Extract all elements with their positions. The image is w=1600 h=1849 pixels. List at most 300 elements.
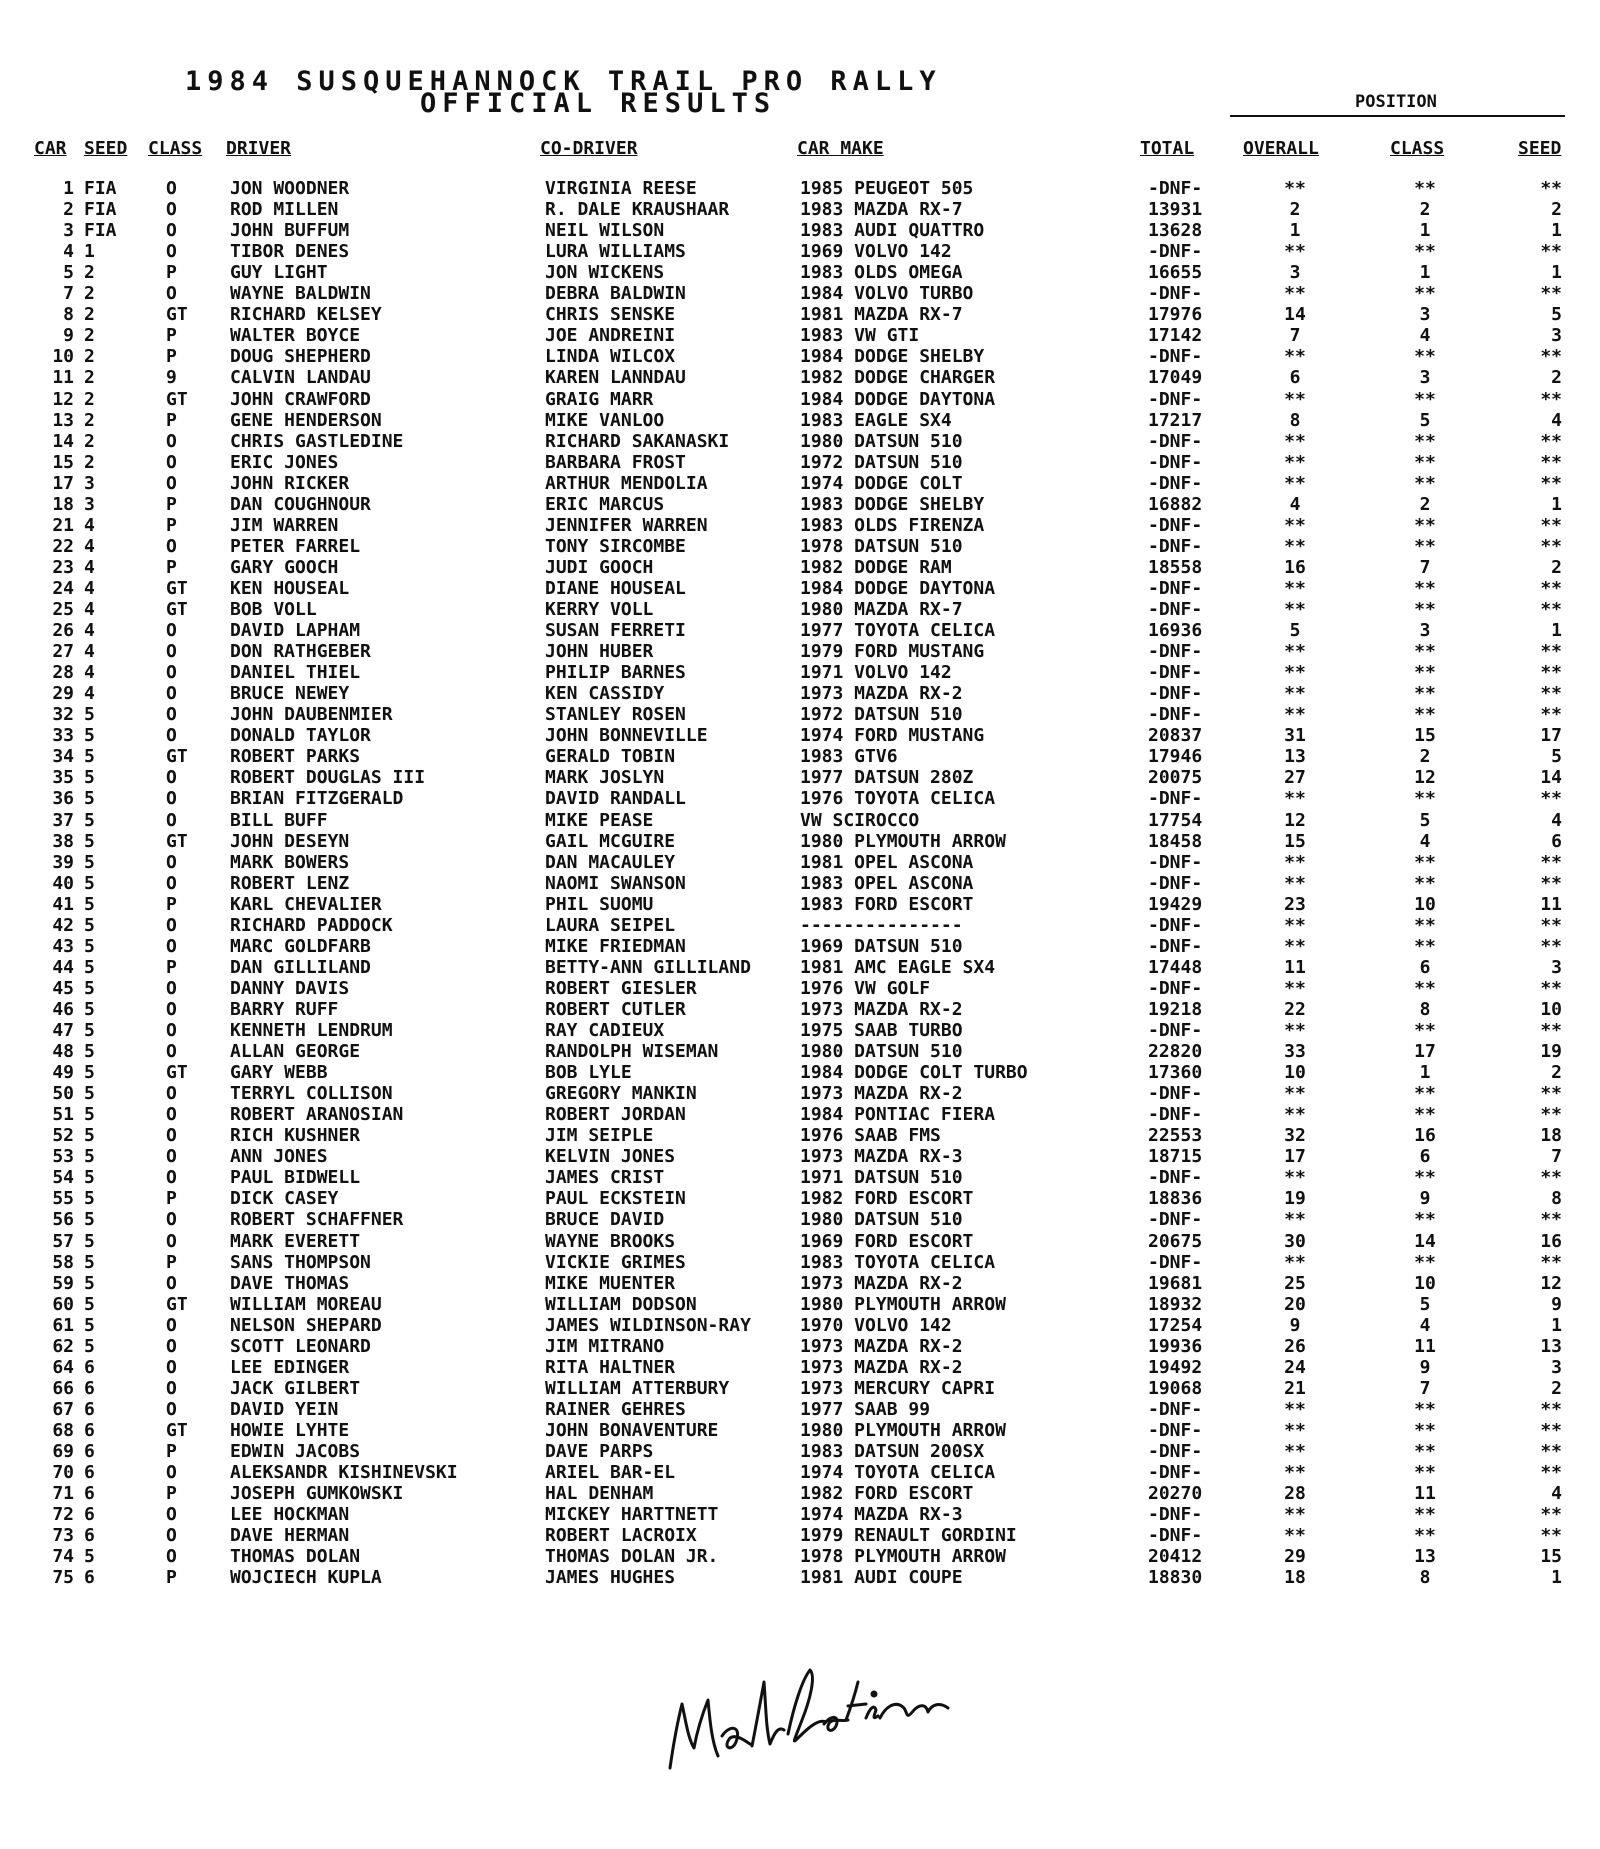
cell-class: P xyxy=(166,1567,177,1589)
table-row xyxy=(0,641,1600,663)
cell-position-seed: ** xyxy=(1540,1419,1562,1441)
cell-car-make: 1983 AUDI QUATTRO xyxy=(800,220,985,242)
cell-class: O xyxy=(166,472,177,494)
cell-total: -DNF- xyxy=(1148,1419,1203,1441)
cell-class: O xyxy=(166,199,177,221)
cell-overall: ** xyxy=(1284,683,1306,705)
header-driver: DRIVER xyxy=(226,138,292,159)
cell-total: -DNF- xyxy=(1148,704,1203,726)
cell-driver: JOHN DESEYN xyxy=(230,830,350,852)
cell-driver: CALVIN LANDAU xyxy=(230,367,371,389)
cell-codriver: JIM MITRANO xyxy=(545,1335,665,1357)
cell-seed: 3 xyxy=(84,493,95,515)
cell-position-class: ** xyxy=(1414,514,1436,536)
cell-position-seed: 1 xyxy=(1551,493,1562,515)
cell-class: O xyxy=(166,1335,177,1357)
table-row xyxy=(0,262,1600,284)
cell-codriver: DAN MACAULEY xyxy=(545,851,676,873)
table-row xyxy=(0,452,1600,474)
cell-seed: 5 xyxy=(84,956,95,978)
cell-car-make: 1978 PLYMOUTH ARROW xyxy=(800,1546,1006,1568)
table-row xyxy=(0,389,1600,411)
cell-seed: 5 xyxy=(84,1230,95,1252)
cell-driver: JIM WARREN xyxy=(230,514,339,536)
cell-class: P xyxy=(166,493,177,515)
cell-position-seed: ** xyxy=(1540,1020,1562,1041)
cell-total: 13628 xyxy=(1148,220,1203,242)
cell-position-class: 17 xyxy=(1414,1041,1436,1063)
cell-class: O xyxy=(166,1504,177,1526)
cell-driver: DICK CASEY xyxy=(230,1188,339,1210)
cell-position-seed: 2 xyxy=(1551,556,1562,578)
cell-car: 4 xyxy=(63,241,74,263)
cell-codriver: JUDI GOOCH xyxy=(545,556,654,578)
cell-class: O xyxy=(166,1167,177,1189)
cell-codriver: WAYNE BROOKS xyxy=(545,1230,676,1252)
cell-total: 16882 xyxy=(1148,493,1203,515)
table-row xyxy=(0,873,1600,895)
cell-driver: LEE EDINGER xyxy=(230,1356,350,1378)
table-row xyxy=(0,1504,1600,1526)
cell-position-class: ** xyxy=(1414,1398,1436,1420)
cell-class: O xyxy=(166,1209,177,1231)
cell-class: O xyxy=(166,620,177,642)
cell-seed: FIA xyxy=(84,220,117,242)
cell-codriver: JOHN HUBER xyxy=(545,641,654,663)
header-seed: SEED xyxy=(84,138,128,159)
cell-position-seed: ** xyxy=(1540,935,1562,957)
table-row xyxy=(0,1125,1600,1147)
cell-class: GT xyxy=(166,599,188,620)
cell-car: 45 xyxy=(52,977,74,999)
cell-overall: 12 xyxy=(1284,809,1306,831)
cell-car-make: --------------- xyxy=(800,914,963,936)
cell-total: -DNF- xyxy=(1148,283,1203,305)
cell-position-seed: 13 xyxy=(1540,1335,1562,1357)
cell-position-class: 10 xyxy=(1414,893,1436,915)
cell-position-seed: ** xyxy=(1540,1504,1562,1526)
cell-seed: 5 xyxy=(84,1272,95,1294)
cell-driver: ROD MILLEN xyxy=(230,199,339,221)
cell-seed: 5 xyxy=(84,872,95,894)
cell-total: 17217 xyxy=(1148,409,1203,431)
cell-position-class: ** xyxy=(1414,1020,1436,1041)
table-row xyxy=(0,241,1600,263)
cell-seed: 5 xyxy=(84,1041,95,1063)
cell-class: P xyxy=(166,514,177,536)
table-row xyxy=(0,1020,1600,1042)
cell-total: 17946 xyxy=(1148,746,1203,768)
cell-codriver: MIKE PEASE xyxy=(545,809,654,831)
cell-total: 20075 xyxy=(1148,767,1203,789)
cell-class: P xyxy=(166,556,177,578)
table-row xyxy=(0,894,1600,916)
header-position-seed: SEED xyxy=(1518,138,1562,159)
cell-position-class: ** xyxy=(1414,914,1436,936)
cell-car-make: 1983 OLDS FIRENZA xyxy=(800,514,985,536)
table-row xyxy=(0,536,1600,558)
cell-class: O xyxy=(166,1314,177,1336)
cell-codriver: RAY CADIEUX xyxy=(545,1020,665,1041)
cell-driver: LEE HOCKMAN xyxy=(230,1504,350,1526)
cell-seed: 2 xyxy=(84,304,95,326)
table-row xyxy=(0,1252,1600,1274)
cell-position-seed: ** xyxy=(1540,241,1562,263)
cell-driver: KEN HOUSEAL xyxy=(230,577,350,599)
table-row xyxy=(0,1462,1600,1484)
cell-driver: THOMAS DOLAN xyxy=(230,1546,361,1568)
cell-position-class: 9 xyxy=(1419,1356,1431,1378)
cell-class: 9 xyxy=(166,367,177,389)
cell-total: -DNF- xyxy=(1148,430,1203,452)
cell-position-class: 4 xyxy=(1419,1314,1431,1336)
cell-driver: DAVE THOMAS xyxy=(230,1272,350,1294)
cell-position-class: ** xyxy=(1414,1104,1436,1126)
cell-driver: ERIC JONES xyxy=(230,451,339,473)
cell-class: P xyxy=(166,956,177,978)
cell-driver: CHRIS GASTLEDINE xyxy=(230,430,404,452)
cell-seed: 4 xyxy=(84,683,95,705)
cell-codriver: KERRY VOLL xyxy=(545,599,654,620)
cell-class: P xyxy=(166,325,177,347)
cell-codriver: BRUCE DAVID xyxy=(545,1209,665,1231)
cell-car: 9 xyxy=(63,325,74,347)
cell-class: O xyxy=(166,1146,177,1168)
cell-seed: 5 xyxy=(84,746,95,768)
cell-seed: 5 xyxy=(84,725,95,747)
cell-car: 48 xyxy=(52,1041,74,1063)
header-position-class: CLASS xyxy=(1390,138,1445,159)
cell-seed: 4 xyxy=(84,577,95,599)
cell-car-make: 1971 DATSUN 510 xyxy=(800,1167,963,1189)
cell-seed: 5 xyxy=(84,830,95,852)
cell-class: O xyxy=(166,1546,177,1568)
cell-position-class: ** xyxy=(1414,872,1436,894)
cell-car-make: 1973 MAZDA RX-3 xyxy=(800,1146,963,1168)
cell-car-make: 1981 MAZDA RX-7 xyxy=(800,304,963,326)
cell-position-seed: ** xyxy=(1540,1209,1562,1231)
cell-total: 17254 xyxy=(1148,1314,1203,1336)
cell-position-class: ** xyxy=(1414,977,1436,999)
table-row xyxy=(0,283,1600,305)
cell-overall: ** xyxy=(1284,641,1306,663)
cell-total: 16936 xyxy=(1148,620,1203,642)
table-row xyxy=(0,1357,1600,1379)
cell-position-class: 13 xyxy=(1414,1546,1436,1568)
cell-driver: RICHARD PADDOCK xyxy=(230,914,393,936)
cell-overall: ** xyxy=(1284,178,1306,199)
cell-class: O xyxy=(166,1041,177,1063)
cell-total: -DNF- xyxy=(1148,935,1203,957)
cell-driver: DONALD TAYLOR xyxy=(230,725,371,747)
cell-driver: BRUCE NEWEY xyxy=(230,683,350,705)
cell-position-seed: ** xyxy=(1540,1083,1562,1105)
cell-driver: DAVID YEIN xyxy=(230,1398,339,1420)
cell-total: 19218 xyxy=(1148,998,1203,1020)
cell-overall: ** xyxy=(1284,1104,1306,1126)
cell-car: 56 xyxy=(52,1209,74,1231)
cell-codriver: ARTHUR MENDOLIA xyxy=(545,472,708,494)
cell-car: 7 xyxy=(63,283,74,305)
cell-position-seed: 12 xyxy=(1540,1272,1562,1294)
cell-driver: KARL CHEVALIER xyxy=(230,893,382,915)
cell-codriver: JENNIFER WARREN xyxy=(545,514,708,536)
cell-seed: 5 xyxy=(84,893,95,915)
table-row xyxy=(0,1441,1600,1463)
cell-car-make: 1974 FORD MUSTANG xyxy=(800,725,985,747)
cell-position-seed: ** xyxy=(1540,577,1562,599)
cell-total: 18715 xyxy=(1148,1146,1203,1168)
cell-car: 14 xyxy=(52,430,74,452)
cell-position-class: 3 xyxy=(1419,304,1431,326)
cell-codriver: MIKE VANLOO xyxy=(545,409,665,431)
cell-seed: 6 xyxy=(84,1525,95,1547)
cell-codriver: R. DALE KRAUSHAAR xyxy=(545,199,730,221)
cell-overall: ** xyxy=(1284,1083,1306,1105)
cell-position-seed: ** xyxy=(1540,914,1562,936)
cell-total: -DNF- xyxy=(1148,788,1203,810)
cell-car-make: 1984 PONTIAC FIERA xyxy=(800,1104,996,1126)
cell-car: 11 xyxy=(52,367,74,389)
cell-overall: ** xyxy=(1284,1525,1306,1547)
cell-driver: WALTER BOYCE xyxy=(230,325,361,347)
cell-class: O xyxy=(166,767,177,789)
cell-seed: 2 xyxy=(84,409,95,431)
cell-overall: ** xyxy=(1284,241,1306,263)
cell-codriver: LINDA WILCOX xyxy=(545,346,676,368)
cell-position-seed: 5 xyxy=(1551,746,1562,768)
cell-position-seed: 16 xyxy=(1540,1230,1562,1252)
cell-car: 74 xyxy=(52,1546,74,1568)
cell-overall: ** xyxy=(1284,1167,1306,1189)
cell-total: -DNF- xyxy=(1148,599,1203,620)
cell-car: 35 xyxy=(52,767,74,789)
header-car-make: CAR MAKE xyxy=(797,138,884,159)
cell-overall: 10 xyxy=(1284,1062,1306,1084)
cell-seed: 3 xyxy=(84,472,95,494)
cell-driver: ROBERT SCHAFFNER xyxy=(230,1209,404,1231)
cell-codriver: KAREN LANNDAU xyxy=(545,367,686,389)
cell-codriver: RANDOLPH WISEMAN xyxy=(545,1041,719,1063)
cell-codriver: JAMES HUGHES xyxy=(545,1567,676,1589)
cell-codriver: ROBERT GIESLER xyxy=(545,977,697,999)
cell-driver: DAVE HERMAN xyxy=(230,1525,350,1547)
cell-car-make: 1977 DATSUN 280Z xyxy=(800,767,974,789)
cell-seed: 4 xyxy=(84,514,95,536)
cell-total: -DNF- xyxy=(1148,388,1203,410)
cell-total: 20270 xyxy=(1148,1483,1203,1505)
cell-overall: 18 xyxy=(1284,1567,1306,1589)
cell-overall: ** xyxy=(1284,599,1306,620)
cell-car: 54 xyxy=(52,1167,74,1189)
cell-overall: ** xyxy=(1284,788,1306,810)
cell-car: 73 xyxy=(52,1525,74,1547)
signature xyxy=(660,1660,960,1794)
header-total: TOTAL xyxy=(1140,138,1195,159)
cell-position-class: ** xyxy=(1414,1419,1436,1441)
cell-position-seed: 1 xyxy=(1551,220,1562,242)
cell-car: 64 xyxy=(52,1356,74,1378)
table-row xyxy=(0,725,1600,747)
cell-class: P xyxy=(166,1441,177,1462)
cell-overall: 28 xyxy=(1284,1483,1306,1505)
cell-position-class: 6 xyxy=(1419,1146,1431,1168)
cell-position-seed: ** xyxy=(1540,704,1562,726)
cell-seed: 5 xyxy=(84,809,95,831)
cell-driver: DAN GILLILAND xyxy=(230,956,371,978)
cell-car-make: 1982 DODGE CHARGER xyxy=(800,367,996,389)
cell-driver: DANNY DAVIS xyxy=(230,977,350,999)
cell-car-make: 1981 OPEL ASCONA xyxy=(800,851,974,873)
cell-total: 17448 xyxy=(1148,956,1203,978)
cell-car-make: 1984 DODGE COLT TURBO xyxy=(800,1062,1028,1084)
cell-seed: 2 xyxy=(84,451,95,473)
cell-seed: 4 xyxy=(84,556,95,578)
cell-total: 17049 xyxy=(1148,367,1203,389)
cell-overall: ** xyxy=(1284,914,1306,936)
cell-codriver: RITA HALTNER xyxy=(545,1356,676,1378)
cell-seed: 5 xyxy=(84,1546,95,1568)
cell-car: 15 xyxy=(52,451,74,473)
cell-overall: ** xyxy=(1284,662,1306,684)
cell-car-make: 1983 GTV6 xyxy=(800,746,898,768)
table-row xyxy=(0,810,1600,832)
cell-position-seed: ** xyxy=(1540,535,1562,557)
cell-class: O xyxy=(166,241,177,263)
cell-class: GT xyxy=(166,746,188,768)
cell-seed: 5 xyxy=(84,1293,95,1315)
cell-car: 44 xyxy=(52,956,74,978)
cell-overall: ** xyxy=(1284,1251,1306,1273)
cell-car: 23 xyxy=(52,556,74,578)
cell-seed: 5 xyxy=(84,767,95,789)
cell-seed: 5 xyxy=(84,998,95,1020)
cell-car: 72 xyxy=(52,1504,74,1526)
cell-position-seed: ** xyxy=(1540,346,1562,368)
cell-class: O xyxy=(166,220,177,242)
cell-car-make: 1974 MAZDA RX-3 xyxy=(800,1504,963,1526)
cell-class: GT xyxy=(166,1293,188,1315)
cell-class: P xyxy=(166,893,177,915)
cell-seed: 6 xyxy=(84,1419,95,1441)
cell-codriver: DIANE HOUSEAL xyxy=(545,577,686,599)
cell-car: 58 xyxy=(52,1251,74,1273)
table-row xyxy=(0,473,1600,495)
cell-position-class: ** xyxy=(1414,1441,1436,1462)
cell-overall: 17 xyxy=(1284,1146,1306,1168)
cell-position-seed: 17 xyxy=(1540,725,1562,747)
cell-overall: 27 xyxy=(1284,767,1306,789)
cell-seed: 5 xyxy=(84,1020,95,1041)
table-row xyxy=(0,1567,1600,1589)
cell-driver: JACK GILBERT xyxy=(230,1377,361,1399)
cell-car-make: 1980 PLYMOUTH ARROW xyxy=(800,830,1006,852)
table-row xyxy=(0,346,1600,368)
cell-position-class: 2 xyxy=(1419,493,1431,515)
cell-overall: 21 xyxy=(1284,1377,1306,1399)
cell-total: 18458 xyxy=(1148,830,1203,852)
cell-car-make: 1982 DODGE RAM xyxy=(800,556,952,578)
cell-position-class: ** xyxy=(1414,283,1436,305)
cell-position-seed: ** xyxy=(1540,683,1562,705)
cell-codriver: BOB LYLE xyxy=(545,1062,632,1084)
cell-codriver: ARIEL BAR-EL xyxy=(545,1462,676,1484)
table-row xyxy=(0,831,1600,853)
cell-class: GT xyxy=(166,1062,188,1084)
cell-car: 59 xyxy=(52,1272,74,1294)
cell-class: O xyxy=(166,683,177,705)
cell-position-class: ** xyxy=(1414,241,1436,263)
cell-total: -DNF- xyxy=(1148,683,1203,705)
cell-car-make: 1983 EAGLE SX4 xyxy=(800,409,952,431)
cell-overall: ** xyxy=(1284,1419,1306,1441)
cell-car: 38 xyxy=(52,830,74,852)
table-row xyxy=(0,1146,1600,1168)
table-row xyxy=(0,852,1600,874)
cell-driver: MARK EVERETT xyxy=(230,1230,361,1252)
cell-position-seed: 3 xyxy=(1551,1356,1562,1378)
cell-driver: GARY GOOCH xyxy=(230,556,339,578)
cell-total: 20675 xyxy=(1148,1230,1203,1252)
cell-seed: 5 xyxy=(84,1167,95,1189)
cell-position-seed: ** xyxy=(1540,977,1562,999)
cell-car: 17 xyxy=(52,472,74,494)
cell-position-class: 3 xyxy=(1419,367,1431,389)
cell-car-make: 1976 VW GOLF xyxy=(800,977,931,999)
cell-position-seed: 2 xyxy=(1551,199,1562,221)
cell-total: -DNF- xyxy=(1148,1462,1203,1484)
cell-seed: 6 xyxy=(84,1483,95,1505)
table-row xyxy=(0,1294,1600,1316)
cell-position-class: ** xyxy=(1414,451,1436,473)
cell-class: O xyxy=(166,430,177,452)
cell-position-class: 12 xyxy=(1414,767,1436,789)
cell-car-make: 1977 TOYOTA CELICA xyxy=(800,620,996,642)
cell-class: O xyxy=(166,1083,177,1105)
cell-codriver: GERALD TOBIN xyxy=(545,746,676,768)
cell-codriver: JOE ANDREINI xyxy=(545,325,676,347)
cell-car: 18 xyxy=(52,493,74,515)
cell-car: 26 xyxy=(52,620,74,642)
cell-car: 32 xyxy=(52,704,74,726)
cell-position-seed: 18 xyxy=(1540,1125,1562,1147)
cell-class: P xyxy=(166,346,177,368)
cell-car-make: 1973 MAZDA RX-2 xyxy=(800,1356,963,1378)
table-row xyxy=(0,410,1600,432)
cell-driver: GUY LIGHT xyxy=(230,262,328,284)
cell-car: 34 xyxy=(52,746,74,768)
cell-overall: ** xyxy=(1284,346,1306,368)
cell-total: -DNF- xyxy=(1148,451,1203,473)
cell-total: -DNF- xyxy=(1148,1209,1203,1231)
table-row xyxy=(0,515,1600,537)
cell-codriver: CHRIS SENSKE xyxy=(545,304,676,326)
cell-car-make: 1980 MAZDA RX-7 xyxy=(800,599,963,620)
cell-driver: ROBERT LENZ xyxy=(230,872,350,894)
cell-total: -DNF- xyxy=(1148,1251,1203,1273)
cell-overall: 3 xyxy=(1289,262,1301,284)
cell-car: 33 xyxy=(52,725,74,747)
table-row xyxy=(0,662,1600,684)
cell-position-class: ** xyxy=(1414,683,1436,705)
cell-car: 49 xyxy=(52,1062,74,1084)
cell-class: GT xyxy=(166,388,188,410)
cell-seed: 5 xyxy=(84,914,95,936)
cell-codriver: MIKE MUENTER xyxy=(545,1272,676,1294)
table-row xyxy=(0,767,1600,789)
cell-total: 19068 xyxy=(1148,1377,1203,1399)
cell-driver: WAYNE BALDWIN xyxy=(230,283,371,305)
